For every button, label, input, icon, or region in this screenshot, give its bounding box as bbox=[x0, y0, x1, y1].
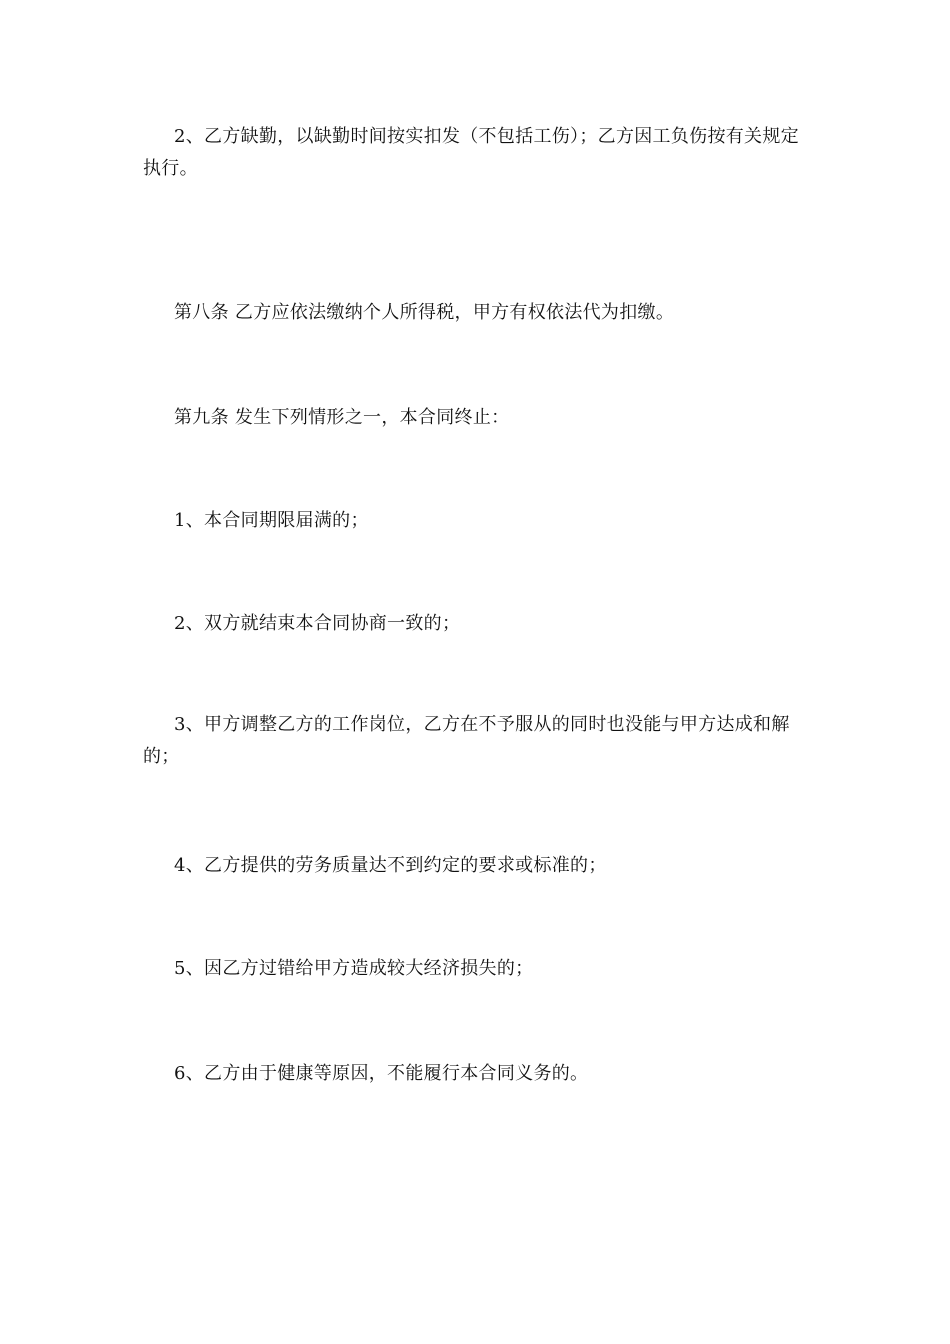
paragraph-absence-deduction: 2、乙方缺勤，以缺勤时间按实扣发（不包括工伤）；乙方因工负伤按有关规定执行。 bbox=[143, 126, 799, 179]
paragraph-article-8: 第八条 乙方应依法缴纳个人所得税，甲方有权依法代为扣缴。 bbox=[174, 302, 675, 323]
paragraph-article-9: 第九条 发生下列情形之一，本合同终止： bbox=[174, 407, 510, 428]
list-item-health-reasons: 6、乙方由于健康等原因，不能履行本合同义务的。 bbox=[174, 1063, 589, 1084]
list-item-economic-loss: 5、因乙方过错给甲方造成较大经济损失的； bbox=[174, 958, 534, 979]
list-item-mutual-agreement: 2、双方就结束本合同协商一致的； bbox=[174, 613, 461, 634]
list-item-quality-standard: 4、乙方提供的劳务质量达不到约定的要求或标准的； bbox=[174, 855, 607, 876]
list-item-term-expired: 1、本合同期限届满的； bbox=[174, 510, 369, 531]
list-item-position-adjustment: 3、甲方调整乙方的工作岗位，乙方在不予服从的同时也没能与甲方达成和解的； bbox=[143, 714, 790, 767]
